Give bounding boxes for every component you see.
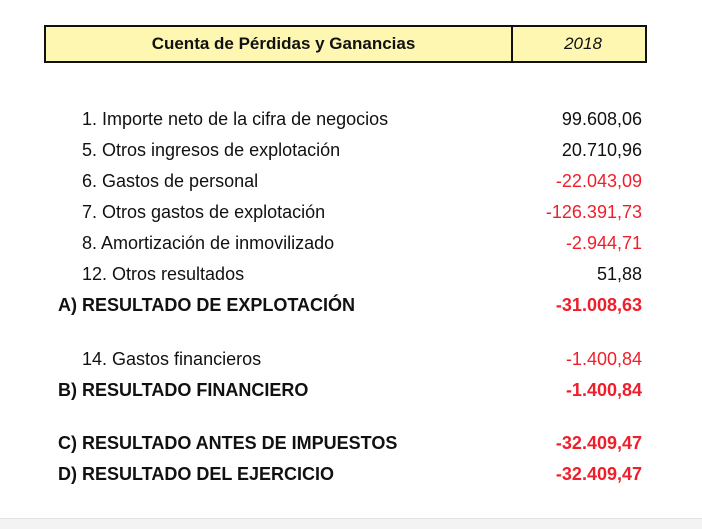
bottom-divider — [0, 518, 702, 529]
line-item-label: 8. Amortización de inmovilizado — [82, 233, 335, 253]
subtotal-row — [0, 377, 702, 403]
line-item-value: 99.608,06 — [561, 109, 642, 129]
statement-title: Cuenta de Pérdidas y Ganancias — [46, 27, 513, 61]
line-item-label: 14. Gastos financieros — [82, 349, 262, 369]
subtotal-label: C) RESULTADO ANTES DE IMPUESTOS — [58, 433, 398, 453]
line-item-label: 7. Otros gastos de explotación — [82, 202, 326, 222]
statement-year: 2018 — [564, 34, 602, 53]
subtotal-value: -31.008,63 — [555, 295, 642, 315]
line-item-row — [0, 137, 702, 163]
subtotal-label: B) RESULTADO FINANCIERO — [58, 380, 309, 400]
subtotal-row — [0, 430, 702, 456]
subtotal-row — [0, 292, 702, 318]
line-item-value: 51,88 — [596, 264, 642, 284]
line-item-label: 12. Otros resultados — [82, 264, 245, 284]
total-row — [0, 461, 702, 487]
line-item-value: -2.944,71 — [565, 233, 642, 253]
line-item-row — [0, 106, 702, 132]
line-item-row — [0, 199, 702, 225]
subtotal-value: -32.409,47 — [555, 433, 642, 453]
line-item-label: 6. Gastos de personal — [82, 171, 259, 191]
subtotal-label: A) RESULTADO DE EXPLOTACIÓN — [58, 295, 355, 315]
line-item-value: -1.400,84 — [565, 349, 642, 369]
line-item-label: 1. Importe neto de la cifra de negocios — [82, 109, 389, 129]
total-label: D) RESULTADO DEL EJERCICIO — [58, 464, 335, 484]
line-item-row — [0, 261, 702, 287]
line-item-value: -126.391,73 — [545, 202, 642, 222]
line-item-value: -22.043,09 — [555, 171, 642, 191]
total-value: -32.409,47 — [555, 464, 642, 484]
line-item-row — [0, 168, 702, 194]
subtotal-value: -1.400,84 — [565, 380, 642, 400]
line-item-row — [0, 230, 702, 256]
line-item-value: 20.710,96 — [561, 140, 642, 160]
line-item-row — [0, 346, 702, 372]
statement-header — [44, 25, 647, 63]
line-item-label: 5. Otros ingresos de explotación — [82, 140, 341, 160]
